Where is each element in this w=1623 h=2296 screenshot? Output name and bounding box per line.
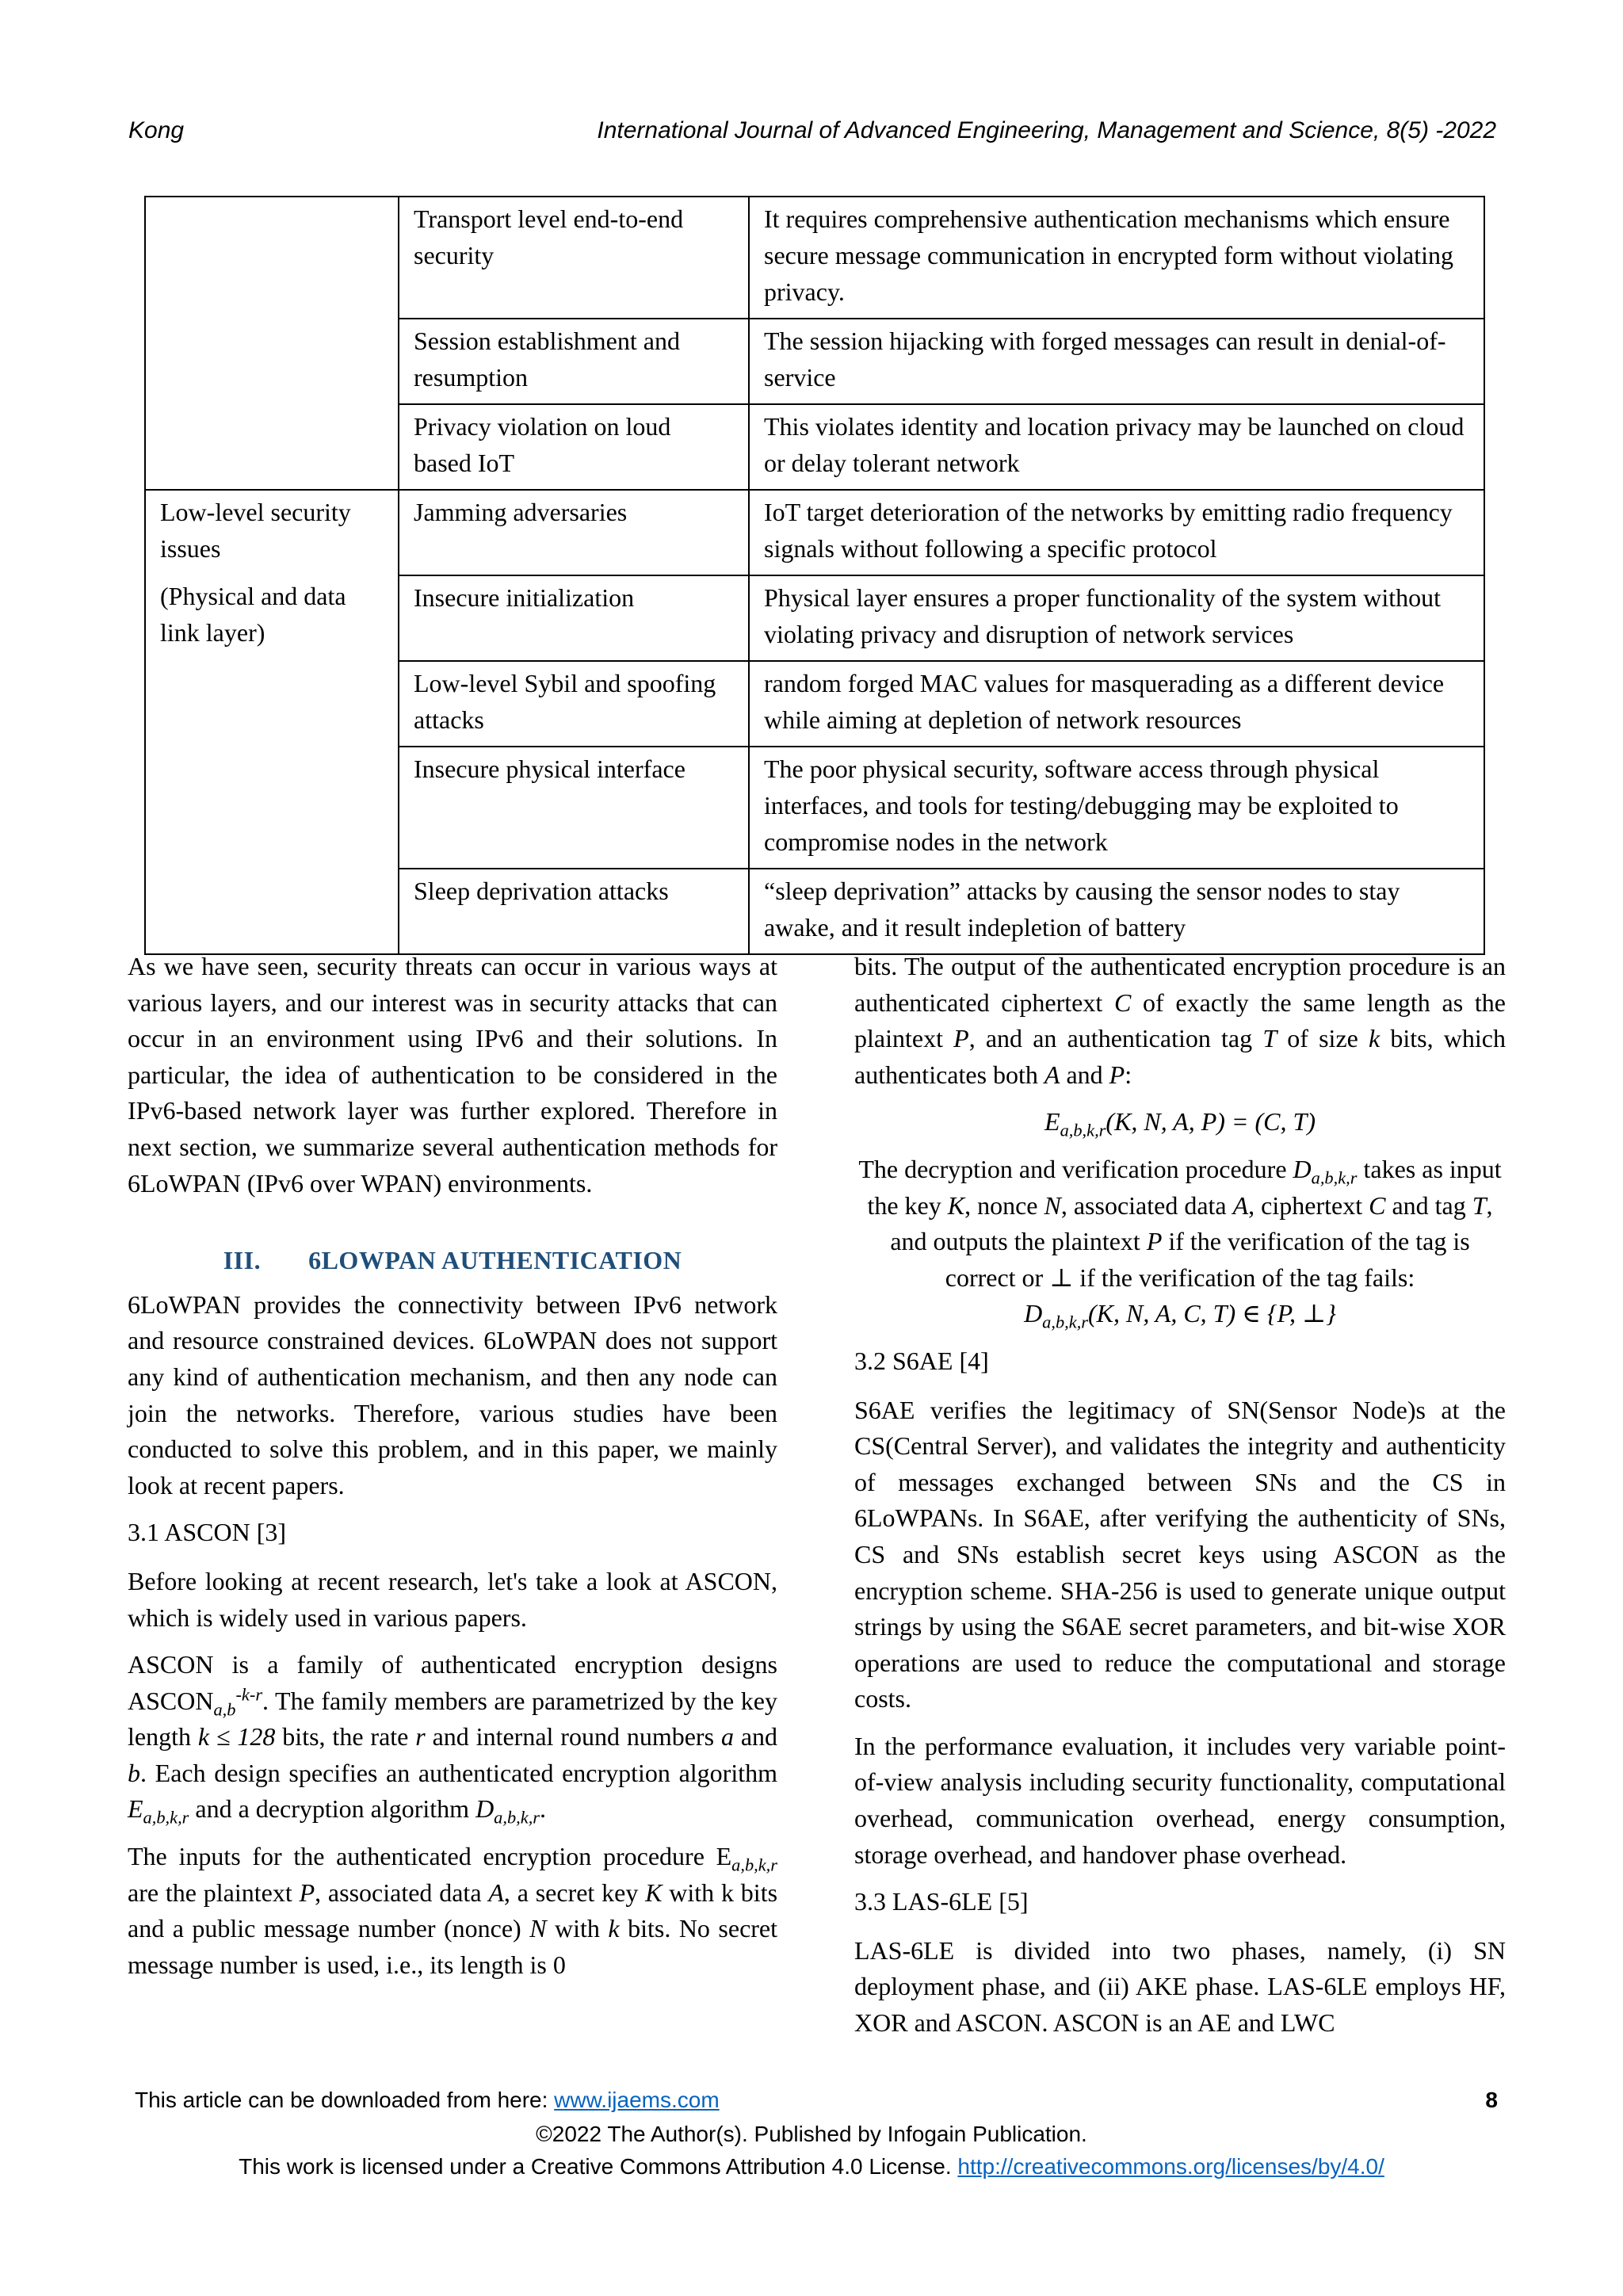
running-journal-title: International Journal of Advanced Engineering, Management and Science, 8(5) -2022	[597, 117, 1496, 143]
ascon-paragraph-3: The inputs for the authenticated encryption procedure $E_{a,b,k,r}$ are the plaintext P, associated data A, a secret key K with k bits and a public message number (nonce) N with k bits. No secret message number is used, i.e., its length is 0	[128, 1842, 778, 1979]
layer-name: Low-level security issues	[160, 498, 351, 563]
decryption-equation: $D_{a,b,k,r}(K$, N, A, C, T) ∈ {P, ⊥}	[1024, 1299, 1336, 1332]
ascon-continued-paragraph: bits. The output of the authenticated encryption procedure is an authenticated ciphertext C of exactly the same length as the plaintext P, and an authentication tag T of size k bits, which authenticates both A and P:	[854, 952, 1507, 1089]
threat-cell: Jamming adversaries	[399, 490, 749, 575]
intro-paragraph: As we have seen, security threats can occur in various ways at various layers, and our interest was in security attacks that can occur in an environment using IPv6 and their solutions. In particular, the idea of authentication to be considered in the IPv6-based network layer was further explored. Therefore in next section, we summarize several authentication methods for 6LoWPAN (IPv6 over WPAN) environments.	[128, 952, 777, 1198]
description-cell: The poor physical security, software access through physical interfaces, and tools for testing/debugging may be exploited to compromise nodes in the network	[749, 747, 1484, 869]
description-cell: It requires comprehensive authentication mechanisms which ensure secure message communication in encrypted form without violating privacy.	[749, 197, 1484, 319]
encryption-equation: $E_{a,b,k,r}(K$, N, A, P) = (C, T)	[1044, 1107, 1316, 1140]
license-link[interactable]: http://creativecommons.org/licenses/by/4.0/	[957, 2154, 1384, 2179]
section-title: 6LOWPAN AUTHENTICATION	[308, 1246, 682, 1275]
running-author: Kong	[128, 117, 185, 143]
footer-download-line	[135, 2088, 1498, 2119]
download-note: This article can be downloaded from here: www.ijaems.com	[135, 2088, 720, 2112]
threat-cell: Sleep deprivation attacks	[399, 869, 749, 954]
description-cell: This violates identity and location privacy may be launched on cloud or delay tolerant network	[749, 404, 1484, 490]
description-cell: IoT target deterioration of the networks by emitting radio frequency signals without following a specific protocol	[749, 490, 1484, 575]
description-cell: The session hijacking with forged messages can result in denial-of-service	[749, 319, 1484, 404]
layer-cell	[145, 319, 399, 404]
threat-cell: Transport level end-to-end security	[399, 197, 749, 319]
las-6le-paragraph: LAS-6LE is divided into two phases, namely, (i) SN deployment phase, and (ii) AKE phase. LAS-6LE employs HF, XOR and ASCON. ASCON is an AE and LWC	[854, 1935, 1506, 2038]
ascon-paragraph-2: ASCON is a family of authenticated encryption designs $ASCON_{a,b}^{-k-r}$. The family members are parametrized by the key length k ≤ 128 bits, the rate r and internal round numbers a and b. Each design specifies an authenticated encryption algorithm $E_{a,b,k,r}$ and a decryption algorithm $D_{a,b,k,r}$.	[128, 1650, 778, 1828]
threat-cell: Low-level Sybil and spoofing attacks	[399, 661, 749, 747]
threat-cell: Insecure initialization	[399, 575, 749, 661]
threat-cell: Insecure physical interface	[399, 747, 749, 869]
section-heading	[128, 1243, 777, 1279]
threat-cell: Session establishment and resumption	[399, 319, 749, 404]
layer-cell-low-level	[145, 490, 399, 954]
description-cell: “sleep deprivation” attacks by causing the sensor nodes to stay awake, and it result indepletion of battery	[749, 869, 1484, 954]
s6ae-paragraph-2: In the performance evaluation, it includes very variable point-of-view analysis including security functionality, computational overhead, communication overhead, energy consumption, storage overhead, and handover phase overhead.	[854, 1731, 1506, 1869]
subsection-heading: 3.1 ASCON [3]	[128, 1518, 287, 1547]
right-column	[854, 949, 1506, 2053]
threat-cell: Privacy violation on loud based IoT	[399, 404, 749, 490]
layer-cell	[145, 197, 399, 319]
table-row	[145, 319, 1484, 404]
subsection-heading: 3.2 S6AE [4]	[854, 1346, 989, 1375]
subsection-heading: 3.3 LAS-6LE [5]	[854, 1887, 1029, 1916]
journal-link[interactable]: www.ijaems.com	[554, 2088, 720, 2112]
ascon-paragraph-1: Before looking at recent research, let's take a look at ASCON, which is widely used in various papers.	[128, 1566, 777, 1632]
security-threats-table	[144, 196, 1485, 955]
description-cell: random forged MAC values for masquerading as a different device while aiming at depletion of network resources	[749, 661, 1484, 747]
license-line: This work is licensed under a Creative Commons Attribution 4.0 License. http://creativecommons.org/licenses/by/4.0/	[239, 2154, 1384, 2179]
table-row	[145, 404, 1484, 490]
left-column	[128, 949, 777, 1994]
s6ae-paragraph-1: S6AE verifies the legitimacy of SN(Sensor Node)s at the CS(Central Server), and validates the integrity and authenticity of messages exchanged between SNs and the CS in 6LoWPANs. In S6AE, after verifying the authenticity of SNs, CS and SNs establish secret keys using ASCON as the encryption scheme. SHA-256 is used to generate unique output strings by using the S6AE secret parameters, and bit-wise XOR operations are used to reduce the computational and storage costs.	[854, 1395, 1506, 1713]
description-cell: Physical layer ensures a proper functionality of the system without violating privacy and disruption of network services	[749, 575, 1484, 661]
section-number: III.	[223, 1246, 262, 1275]
page-header	[128, 117, 1496, 149]
page-number: 8	[1485, 2088, 1498, 2112]
layer-note: (Physical and data link layer)	[160, 582, 346, 647]
decryption-paragraph: The decryption and verification procedure $D_{a,b,k,r}$ takes as input the key K, nonce N, associated data A, ciphertext C and tag T, and outputs the plaintext P if the verification of the tag is correct or ⊥ if the verification of the tag fails:	[858, 1154, 1502, 1292]
layer-cell	[145, 404, 399, 490]
table-row	[145, 197, 1484, 319]
section-paragraph: 6LoWPAN provides the connectivity between IPv6 network and resource constrained devices. 6LoWPAN does not support any kind of authentication mechanism, and then any node can join the networks. Therefore, various studies have been conducted to solve this problem, and in this paper, we mainly look at recent papers.	[128, 1289, 777, 1499]
copyright-line: ©2022 The Author(s). Published by Infogain Publication.	[536, 2122, 1087, 2146]
table-row	[145, 490, 1484, 575]
